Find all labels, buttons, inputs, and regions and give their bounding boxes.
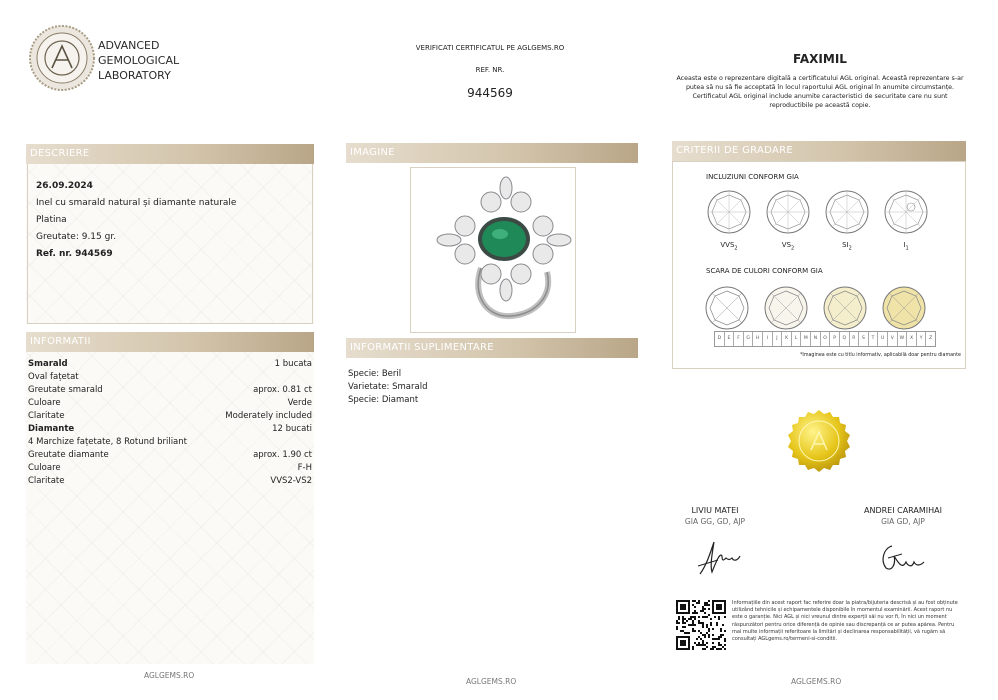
supl-line-2: Varietate: Smarald (348, 382, 428, 392)
diamond-inclusion-icon (824, 189, 870, 235)
signature-2 (876, 540, 926, 576)
inclusion-label: VS (781, 241, 792, 249)
colors-title: SCARA DE CULORI CONFORM GIA (706, 267, 823, 275)
signer-1-name: LIVIU MATEI (691, 506, 739, 515)
supl-line-1: Specie: Beril (348, 369, 402, 379)
imagine-header: IMAGINE (346, 143, 638, 163)
info-row-label: Smarald (28, 359, 68, 369)
info-row-value: aprox. 1.90 ct (253, 450, 312, 460)
info-row-label: Claritate (28, 411, 65, 421)
inclusion-grade (704, 189, 754, 251)
diamond-color-icon (704, 285, 750, 331)
color-scale-cell: V (888, 332, 898, 346)
inclusion-label: SI (842, 241, 849, 249)
info-row (28, 423, 312, 435)
signature-1 (694, 536, 744, 580)
info-row-label: Culoare (28, 463, 61, 473)
info-row (28, 410, 312, 422)
descriere-panel (26, 144, 314, 324)
inclusion-sub: 2 (734, 245, 738, 252)
descriere-weight: Greutate: 9.15 gr. (36, 232, 117, 242)
informatii-header: INFORMATII (26, 332, 314, 352)
info-row-label: 4 Marchize fațetate, 8 Rotund briliant (28, 437, 187, 447)
ring-image-icon (411, 168, 575, 332)
footer-right[interactable]: AGLGEMS.RO (791, 677, 842, 686)
descriere-header: DESCRIERE (26, 144, 314, 164)
info-row-label: Greutate diamante (28, 450, 109, 460)
suplimentare-panel (346, 338, 638, 418)
info-row (28, 449, 312, 461)
lab-name-line3: LABORATORY (98, 69, 171, 82)
signature-1-icon (694, 536, 744, 580)
color-grade-diagram (881, 285, 927, 335)
color-scale-cell: J (773, 332, 783, 346)
info-row (28, 384, 312, 396)
inclusion-diagrams (704, 189, 944, 259)
info-row (28, 475, 312, 487)
color-scale-cell: M (801, 332, 811, 346)
footer-left[interactable]: AGLGEMS.RO (144, 671, 195, 680)
lab-seal-icon (28, 24, 96, 92)
color-scale-cell: Y (917, 332, 927, 346)
info-row-value: aprox. 0.81 ct (253, 385, 312, 395)
disclaimer-text: Informațiile din acest raport fac referire doar la piatra/bijuteria descrisă și au fost obținute utilizând tehnicile și echipamentele disponibile în momentul examinării. Acest raport nu este o garanție. Nici AGL și nici vreunul dintre experții săi nu vor fi, în nici un moment răspunzători pentru orice diferență de opinie sau discrepanță ce ar putea apărea. Pentru mai multe informații referitoare la limitări și declinarea responsabilității, vă rugăm să consultați AGLgems.ro/termeni-si-conditii. (732, 600, 958, 643)
diamond-inclusion-icon (765, 189, 811, 235)
color-scale-cell: F (734, 332, 744, 346)
color-scale-cell: I (763, 332, 773, 346)
color-scale-cell: O (821, 332, 831, 346)
color-grade-diagram (704, 285, 750, 335)
signer-2-name: ANDREI CARAMIHAI (863, 506, 942, 515)
diamond-color-icon (822, 285, 868, 331)
color-scale-cell: Z (929, 336, 933, 341)
color-scale-cell: U (878, 332, 888, 346)
imagine-panel (346, 143, 638, 343)
qr-code-icon (676, 600, 726, 650)
verify-line: VERIFICATI CERTIFICATUL PE AGLGEMS.RO (415, 44, 565, 52)
color-scale-cell: Q (840, 332, 850, 346)
gold-seal (784, 406, 854, 476)
inclusion-sub: 2 (791, 245, 795, 252)
informatii-panel (26, 332, 314, 664)
criterii-panel (672, 141, 966, 369)
color-scale-cell: R (850, 332, 860, 346)
inclusions-title: INCLUZIUNI CONFORM GIA (706, 173, 799, 181)
color-scale-cell: X (907, 332, 917, 346)
color-scale-cell: K (782, 332, 792, 346)
info-row-label: Oval fațetat (28, 372, 79, 382)
info-row (28, 462, 312, 474)
faximil-text: Aceasta este o reprezentare digitală a certificatului AGL original. Această reprezentare s-ar putea să nu să fie acceptată în locul raportului AGL original în anumite circumstanțe. Certificatul AGL original include anumite caracteristici de securitate care nu sunt reproductibile pe această copie. (676, 75, 964, 109)
color-scale-cell: G (744, 332, 754, 346)
color-grade-diagram (763, 285, 809, 335)
gold-seal-icon (784, 406, 854, 476)
inclusion-label: VVS (720, 241, 735, 249)
signature-2-icon (876, 540, 926, 576)
color-scale (714, 331, 936, 347)
inclusion-sub: 1 (905, 245, 909, 252)
color-scale-cell: N (811, 332, 821, 346)
lab-name-line2: GEMOLOGICAL (98, 54, 180, 67)
supl-line-3: Specie: Diamant (348, 395, 419, 405)
footer-center[interactable]: AGLGEMS.RO (466, 677, 517, 686)
descriere-metal: Platina (36, 215, 67, 225)
color-scale-cell: P (830, 332, 840, 346)
criterii-footnote: *Imaginea este cu titlu informativ, aplicabilă doar pentru diamante (800, 353, 961, 358)
color-scale-cell: W (898, 332, 908, 346)
color-grade-diagram (822, 285, 868, 335)
diamond-color-icon (881, 285, 927, 331)
info-row-value: F-H (297, 463, 312, 473)
diamond-color-icon (763, 285, 809, 331)
ref-number: 944569 (467, 86, 513, 100)
color-scale-cell: E (725, 332, 735, 346)
color-scale-cell: T (869, 332, 879, 346)
suplimentare-header: INFORMATII SUPLIMENTARE (346, 338, 638, 358)
info-row-value: Moderately included (225, 411, 312, 421)
descriere-date: 26.09.2024 (36, 181, 93, 191)
inclusion-label: I (903, 241, 906, 249)
color-scale-cell: L (792, 332, 802, 346)
lab-name-line1: ADVANCED (98, 39, 160, 52)
info-row-label: Claritate (28, 476, 65, 486)
info-row (28, 397, 312, 409)
info-row-value: 12 bucati (272, 424, 312, 434)
color-scale-cell: D (715, 332, 725, 346)
info-row-value: 1 bucata (274, 359, 312, 369)
inclusion-sub: 2 (848, 245, 852, 252)
ref-label: REF. NR. (475, 66, 505, 74)
info-row-value: VVS2-VS2 (270, 476, 312, 486)
color-diagrams (704, 285, 944, 331)
info-row (28, 371, 312, 383)
inclusion-grade (763, 189, 813, 251)
info-row-label: Culoare (28, 398, 61, 408)
diamond-inclusion-icon (706, 189, 752, 235)
inclusion-grade (822, 189, 872, 251)
color-scale-cell: S (859, 332, 869, 346)
info-row-label: Diamante (28, 424, 75, 434)
info-row-label: Greutate smarald (28, 385, 103, 395)
signer-2-creds: GIA GD, AJP (881, 517, 925, 526)
ring-photo (410, 167, 576, 333)
descriere-item: Inel cu smarald natural și diamante naturale (36, 198, 237, 208)
qr-code (676, 600, 726, 650)
informatii-rows (28, 358, 312, 518)
descriere-ref: Ref. nr. 944569 (36, 249, 113, 259)
info-row (28, 358, 312, 370)
color-scale-cell: H (753, 332, 763, 346)
info-row-value: Verde (287, 398, 312, 408)
criterii-header: CRITERII DE GRADARE (672, 141, 966, 161)
info-row (28, 436, 312, 448)
faximil-title: FAXIMIL (793, 52, 847, 66)
signer-1-creds: GIA GG, GD, AJP (684, 517, 746, 526)
inclusion-grade (881, 189, 931, 251)
lab-logo (28, 24, 96, 92)
diamond-inclusion-icon (883, 189, 929, 235)
